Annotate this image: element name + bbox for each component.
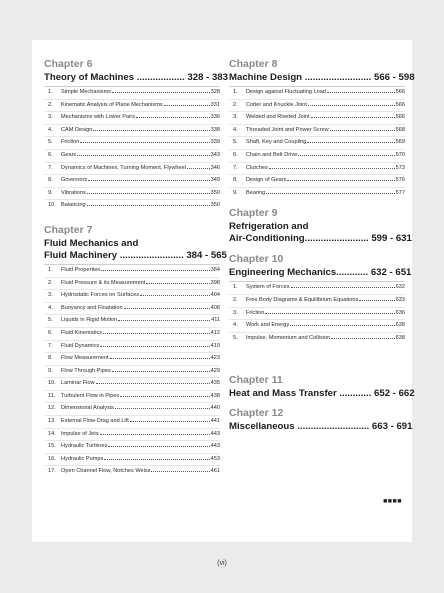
- topic-page: 569: [395, 139, 405, 146]
- topic-page: 440: [210, 405, 220, 412]
- topic-number: 16.: [48, 455, 56, 462]
- dot-leader: [330, 130, 395, 131]
- topic-row[interactable]: [229, 124, 405, 137]
- topic-title: Liquids in Rigid Motion: [61, 317, 118, 324]
- chapter-label: Chapter 9: [229, 207, 278, 220]
- chapter-label: Chapter 11: [229, 374, 283, 387]
- dot-leader: [269, 168, 395, 169]
- topic-title: Fluid Properties: [61, 266, 101, 273]
- dot-leader: [291, 287, 395, 288]
- topic-page: 423: [210, 355, 220, 362]
- chapter-name: Heat and Mass Transfer: [229, 388, 337, 400]
- dot-leader: [110, 358, 210, 359]
- topic-row[interactable]: [44, 377, 220, 390]
- topic-page: 435: [210, 380, 220, 387]
- dot-leader: [87, 205, 210, 206]
- dot-leader: [130, 421, 210, 422]
- dot-leader: ...........................: [294, 421, 372, 433]
- topic-row[interactable]: [44, 111, 220, 124]
- chapter-name: Theory of Machines: [44, 72, 135, 83]
- topic-title: Design against Fluctuating Load: [246, 89, 326, 95]
- dot-leader: ..................: [134, 72, 188, 83]
- dot-leader: [100, 434, 210, 435]
- topic-number: 5.: [48, 139, 53, 146]
- topic-number: 2.: [233, 101, 238, 108]
- topic-page: 438: [210, 392, 220, 399]
- dot-leader: [146, 283, 209, 284]
- chapter-label: Chapter 8: [229, 58, 278, 70]
- chapter-name: Fluid Machinery: [44, 249, 118, 261]
- topic-list: [44, 86, 220, 212]
- dot-leader: [265, 313, 394, 314]
- dot-leader: [88, 180, 210, 181]
- topic-number: 4.: [48, 304, 53, 311]
- topic-page: 398: [210, 279, 220, 286]
- topic-number: 1.: [233, 89, 238, 95]
- chapter-title-line: Fluid Mechanics and: [44, 237, 139, 249]
- chapter-title-line: Refrigeration and: [229, 221, 309, 233]
- topic-title: Mechanisms with Lower Pairs: [61, 114, 135, 121]
- topic-number: 5.: [48, 317, 53, 324]
- topic-title: Open Channel Flow, Notches Weiss: [61, 468, 151, 475]
- topic-row[interactable]: [229, 149, 405, 162]
- dot-leader: [103, 333, 210, 334]
- chapter-section: [44, 58, 228, 212]
- topic-number: 6.: [233, 151, 238, 158]
- topic-title: Welded and Riveted Joint: [246, 114, 310, 121]
- topic-number: 2.: [48, 101, 53, 108]
- topic-page: 336: [210, 114, 220, 121]
- topic-row[interactable]: [44, 136, 220, 149]
- topic-page: 573: [395, 164, 405, 171]
- chapter-section: [229, 207, 412, 245]
- topic-page: 576: [395, 177, 405, 184]
- topic-row[interactable]: [44, 199, 220, 212]
- dot-leader: ........................: [304, 233, 372, 245]
- topic-title: Flow Through Pipes: [61, 367, 111, 374]
- dot-leader: [118, 320, 210, 321]
- dot-leader: [151, 471, 209, 472]
- chapter-label: Chapter 12: [229, 407, 284, 420]
- topic-title: Buoyancy and Floatation: [61, 304, 123, 311]
- topic-number: 14.: [48, 430, 56, 437]
- topic-title: Hydrostatic Forces on Surfaces: [61, 292, 140, 299]
- topic-number: 8.: [233, 177, 238, 184]
- page-range: 328 - 383: [187, 72, 228, 83]
- topic-row[interactable]: [44, 465, 220, 478]
- chapter-title[interactable]: [229, 388, 415, 400]
- dot-leader: [266, 193, 394, 194]
- chapter-title[interactable]: [229, 72, 415, 84]
- topic-number: 7.: [48, 342, 53, 349]
- topic-number: 7.: [48, 164, 53, 171]
- topic-page: 331: [210, 101, 220, 108]
- dot-leader: ........................: [117, 249, 187, 261]
- topic-number: 4.: [48, 126, 53, 133]
- topic-title: Gears: [61, 151, 77, 158]
- page-range: 652 - 662: [374, 388, 415, 400]
- chapter-name: Machine Design: [229, 72, 303, 83]
- topic-title: Dimensional Analysis: [61, 405, 114, 412]
- topic-page: 443: [210, 443, 220, 450]
- dot-leader: [307, 142, 394, 143]
- topic-row[interactable]: [44, 174, 220, 187]
- chapter-section: [229, 374, 415, 400]
- topic-page: 570: [395, 151, 405, 158]
- dot-leader: [96, 383, 210, 384]
- topic-page: 636: [395, 309, 405, 316]
- topic-page: 411: [211, 317, 220, 324]
- chapter-title[interactable]: [229, 421, 413, 433]
- topic-page: 568: [395, 126, 405, 133]
- topic-number: 9.: [233, 189, 238, 196]
- topic-title: Balancing: [61, 202, 86, 209]
- topic-title: Laminar Flow: [61, 380, 95, 387]
- topic-title: Free Body Diagrams & Equilibrium Equations: [246, 296, 359, 303]
- topic-row[interactable]: [229, 187, 405, 200]
- chapter-title[interactable]: [229, 221, 412, 245]
- topic-number: 5.: [233, 334, 238, 341]
- topic-row[interactable]: [229, 281, 405, 294]
- topic-page: 566: [395, 89, 405, 95]
- topic-number: 9.: [48, 189, 53, 196]
- chapter-label: Chapter 10: [229, 253, 284, 266]
- topic-title: Chain and Belt Drive: [246, 151, 298, 158]
- topic-title: Impulse of Jets: [61, 430, 99, 437]
- topic-number: 3.: [233, 114, 238, 121]
- topic-title: Fluid Kinematics: [61, 329, 103, 336]
- topic-number: 4.: [233, 126, 238, 133]
- topic-number: 11.: [48, 392, 56, 399]
- topic-row[interactable]: [44, 162, 220, 175]
- topic-number: 9.: [48, 367, 53, 374]
- topic-page: 404: [210, 292, 220, 299]
- dot-leader: [87, 193, 210, 194]
- topic-number: 6.: [48, 329, 53, 336]
- dot-leader: [101, 270, 209, 271]
- topic-row[interactable]: [229, 162, 405, 175]
- topic-row[interactable]: [44, 340, 220, 353]
- page-range: 566 - 598: [374, 72, 415, 83]
- chapter-title[interactable]: [229, 267, 412, 279]
- topic-number: 3.: [48, 292, 53, 299]
- topic-number: 13.: [48, 418, 56, 425]
- dot-leader: [115, 408, 210, 409]
- dot-leader: [120, 396, 209, 397]
- topic-page: 338: [210, 126, 220, 133]
- topic-row[interactable]: [229, 307, 405, 320]
- topic-number: 17.: [48, 468, 56, 475]
- topic-page: 350: [210, 189, 220, 196]
- chapter-name: Air-Conditioning: [229, 233, 305, 245]
- topic-title: Work and Energy: [246, 322, 290, 329]
- page-number: (vi): [217, 560, 227, 567]
- chapter-label: Chapter 7: [44, 223, 93, 236]
- topic-title: Impulse, Momentum and Collision: [246, 334, 331, 341]
- topic-row[interactable]: [229, 332, 405, 345]
- topic-row[interactable]: [44, 440, 220, 453]
- page-range: 384 - 565: [186, 249, 227, 261]
- topic-row[interactable]: [44, 149, 220, 162]
- topic-number: 1.: [48, 89, 53, 95]
- chapter-name: Miscellaneous: [229, 421, 295, 433]
- topic-number: 10.: [48, 380, 56, 387]
- chapter-section: [229, 58, 415, 199]
- page-range: 663 - 691: [371, 421, 413, 433]
- topic-title: Hydraulic Pumps: [61, 455, 104, 462]
- dot-leader: [136, 117, 210, 118]
- topic-page: 633: [395, 296, 405, 303]
- topic-title: Simple Mechanisms: [61, 89, 112, 95]
- dot-leader: [164, 105, 210, 106]
- dot-leader: [100, 346, 209, 347]
- topic-number: 2.: [48, 279, 53, 286]
- topic-row[interactable]: [44, 390, 220, 403]
- dot-leader: [124, 308, 210, 309]
- dot-leader: ............: [336, 388, 375, 400]
- topic-title: Dynamics of Machines, Turning Moment, Flywheel: [61, 164, 186, 171]
- topic-list: [229, 281, 405, 344]
- toc-page: [32, 40, 415, 542]
- topic-number: 7.: [233, 164, 238, 171]
- end-mark: ■■■■: [383, 498, 402, 505]
- topic-row[interactable]: [44, 264, 220, 277]
- dot-leader: [112, 92, 210, 93]
- topic-number: 8.: [48, 355, 53, 362]
- topic-row[interactable]: [229, 86, 405, 99]
- topic-row[interactable]: [44, 86, 220, 99]
- dot-leader: [308, 105, 395, 106]
- chapter-label: Chapter 6: [44, 58, 93, 70]
- topic-title: Cotter and Knuckle Joint: [246, 101, 307, 108]
- topic-title: Design of Gears: [246, 177, 287, 184]
- topic-row[interactable]: [44, 99, 220, 112]
- dot-leader: [359, 300, 394, 301]
- topic-page: 638: [395, 334, 405, 341]
- topic-row[interactable]: [44, 402, 220, 415]
- chapter-title[interactable]: [44, 72, 228, 84]
- topic-page: 443: [210, 430, 220, 437]
- topic-title: CAM Design: [61, 126, 93, 133]
- topic-row[interactable]: [44, 314, 220, 327]
- topic-page: 328: [210, 89, 220, 95]
- topic-row[interactable]: [44, 428, 220, 441]
- topic-row[interactable]: [229, 136, 405, 149]
- topic-row[interactable]: [229, 174, 405, 187]
- topic-number: 3.: [233, 309, 238, 316]
- topic-number: 15.: [48, 443, 56, 450]
- topic-title: Shaft, Key and Coupling: [246, 139, 307, 146]
- topic-number: 1.: [233, 284, 238, 291]
- topic-title: Hydraulic Turbines: [61, 443, 108, 450]
- topic-list: [229, 86, 405, 199]
- topic-page: 566: [395, 114, 405, 121]
- topic-page: 441: [210, 418, 220, 425]
- dot-leader: [298, 155, 394, 156]
- topic-page: 346: [210, 164, 220, 171]
- topic-row[interactable]: [44, 365, 220, 378]
- chapter-section: [229, 253, 412, 344]
- chapter-section: [44, 223, 227, 478]
- dot-leader: [290, 325, 395, 326]
- topic-row[interactable]: [44, 302, 220, 315]
- topic-number: 3.: [48, 114, 53, 121]
- topic-title: External Flow-Drag and Lift: [61, 418, 129, 425]
- topic-row[interactable]: [229, 294, 405, 307]
- chapter-section: [229, 407, 413, 433]
- dot-leader: [331, 338, 394, 339]
- topic-title: Governors: [61, 177, 88, 184]
- topic-page: 339: [210, 139, 220, 146]
- dot-leader: [80, 142, 209, 143]
- topic-page: 453: [210, 455, 220, 462]
- page-range: 599 - 631: [371, 233, 412, 245]
- topic-page: 419: [210, 342, 220, 349]
- topic-number: 4.: [233, 322, 238, 329]
- topic-row[interactable]: [229, 111, 405, 124]
- dot-leader: .........................: [302, 72, 375, 83]
- chapter-name: Engineering Mechanics: [229, 267, 337, 279]
- topic-title: Kinematic Analysis of Plane Mechanisms: [61, 101, 163, 108]
- topic-title: Turbulent Flow in Pipes: [61, 392, 120, 399]
- topic-number: 5.: [233, 139, 238, 146]
- dot-leader: [140, 295, 210, 296]
- dot-leader: [327, 92, 395, 93]
- dot-leader: [187, 168, 210, 169]
- topic-row[interactable]: [229, 99, 405, 112]
- topic-title: Fluid Dynamics: [61, 342, 100, 349]
- dot-leader: [311, 117, 395, 118]
- topic-title: Vibrations: [61, 189, 86, 196]
- dot-leader: ............: [336, 267, 371, 279]
- dot-leader: [287, 180, 394, 181]
- topic-page: 566: [395, 101, 405, 108]
- topic-row[interactable]: [44, 277, 220, 290]
- topic-number: 12.: [48, 405, 56, 412]
- dot-leader: [108, 446, 209, 447]
- topic-row[interactable]: [44, 352, 220, 365]
- dot-leader: [77, 155, 209, 156]
- dot-leader: [93, 130, 209, 131]
- topic-title: Fluid Pressure & its Measurement: [61, 279, 146, 286]
- topic-title: Threaded Joint and Power Screw: [246, 126, 329, 133]
- topic-page: 350: [210, 202, 220, 209]
- topic-title: Friction: [61, 139, 80, 146]
- topic-page: 412: [210, 329, 220, 336]
- topic-title: Clutches: [246, 164, 268, 171]
- topic-row[interactable]: [44, 124, 220, 137]
- left-column: [44, 58, 228, 485]
- topic-title: Friction: [246, 309, 265, 316]
- topic-page: 408: [210, 304, 220, 311]
- right-column: [229, 58, 415, 440]
- topic-number: 10.: [48, 202, 56, 209]
- topic-title: System of Forces: [246, 284, 290, 291]
- topic-page: 577: [395, 189, 405, 196]
- topic-number: 8.: [48, 177, 53, 184]
- topic-page: 343: [210, 151, 220, 158]
- topic-title: Flow Measurement: [61, 355, 109, 362]
- topic-page: 429: [210, 367, 220, 374]
- topic-title: Bearing: [246, 189, 266, 196]
- topic-page: 638: [395, 322, 405, 329]
- topic-number: 2.: [233, 296, 238, 303]
- topic-row[interactable]: [229, 319, 405, 332]
- topic-page: 384: [210, 266, 220, 273]
- topic-number: 6.: [48, 151, 53, 158]
- page-range: 632 - 651: [370, 267, 412, 279]
- topic-row[interactable]: [44, 187, 220, 200]
- topic-page: 461: [210, 468, 220, 475]
- topic-list: [44, 264, 220, 478]
- topic-number: 1.: [48, 266, 53, 273]
- topic-page: 349: [210, 177, 220, 184]
- topic-page: 632: [395, 284, 405, 291]
- topic-row[interactable]: [44, 453, 220, 466]
- chapter-title[interactable]: [44, 237, 227, 262]
- topic-row[interactable]: [44, 289, 220, 302]
- dot-leader: [104, 459, 209, 460]
- topic-row[interactable]: [44, 415, 220, 428]
- topic-row[interactable]: [44, 327, 220, 340]
- dot-leader: [112, 371, 210, 372]
